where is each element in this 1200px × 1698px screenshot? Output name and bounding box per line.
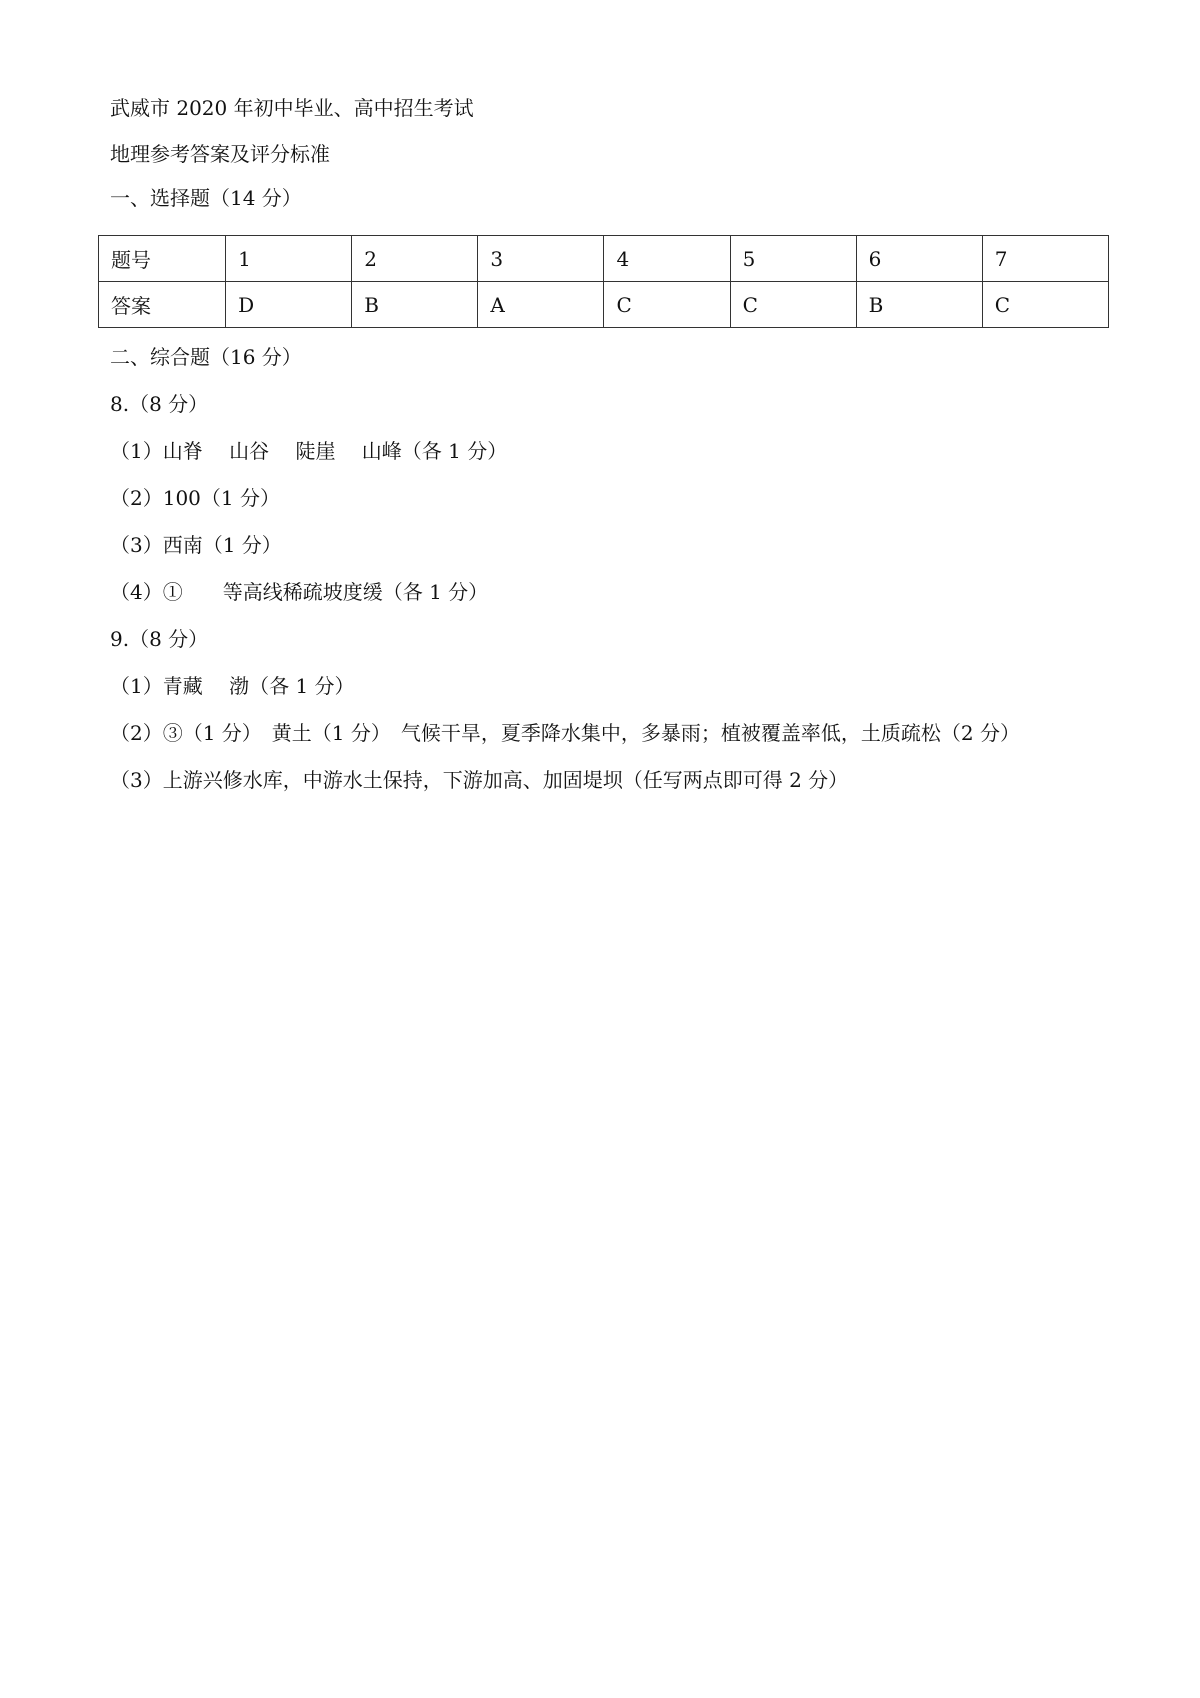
section-1-heading: 一、选择题（14 分）	[110, 186, 302, 210]
table-cell-number: 5	[730, 236, 856, 282]
table-row-label: 答案	[99, 282, 226, 328]
question-8-item: （4）① 等高线稀疏坡度缓（各 1 分）	[110, 580, 489, 604]
question-9-item: （1）青藏 渤（各 1 分）	[110, 674, 355, 698]
table-cell-answer: B	[352, 282, 478, 328]
question-8-item: （3）西南（1 分）	[110, 533, 282, 557]
question-8-item: （2）100（1 分）	[110, 486, 280, 510]
table-cell-answer: C	[604, 282, 730, 328]
table-cell-number: 3	[478, 236, 604, 282]
table-row-answers	[99, 282, 1109, 328]
table-cell-answer: A	[478, 282, 604, 328]
table-row-question-numbers	[99, 236, 1109, 282]
table-cell-number: 2	[352, 236, 478, 282]
table-cell-answer: C	[982, 282, 1108, 328]
question-8-item: （1）山脊 山谷 陡崖 山峰（各 1 分）	[110, 439, 508, 463]
table-cell-number: 7	[982, 236, 1108, 282]
question-9-item: （3）上游兴修水库，中游水土保持，下游加高、加固堤坝（任写两点即可得 2 分）	[110, 768, 849, 792]
question-9-title: 9.（8 分）	[110, 627, 209, 651]
section-2-heading: 二、综合题（16 分）	[110, 345, 302, 369]
question-8-title: 8.（8 分）	[110, 392, 209, 416]
document-subtitle: 地理参考答案及评分标准	[110, 142, 330, 166]
table-cell-number: 4	[604, 236, 730, 282]
document-title: 武威市 2020 年初中毕业、高中招生考试	[110, 96, 474, 120]
table-cell-number: 6	[856, 236, 982, 282]
table-cell-number: 1	[226, 236, 352, 282]
table-row-label: 题号	[99, 236, 226, 282]
multiple-choice-answer-table	[98, 235, 1109, 328]
table-cell-answer: B	[856, 282, 982, 328]
question-9-item: （2）③（1 分） 黄土（1 分） 气候干旱，夏季降水集中，多暴雨；植被覆盖率低，土质疏松（2 分）	[110, 721, 1020, 745]
table-cell-answer: C	[730, 282, 856, 328]
table-cell-answer: D	[226, 282, 352, 328]
